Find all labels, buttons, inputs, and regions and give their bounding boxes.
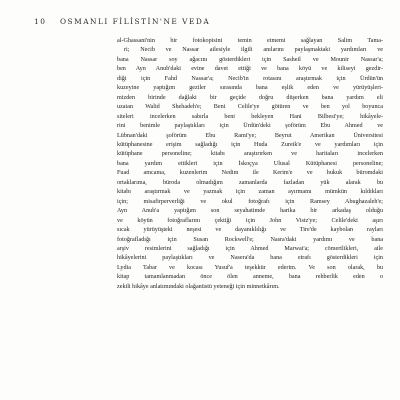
text-line: bana Nassar soy ağacını gösterdikleri için Sasheil ve Mounir Nassar'a;: [117, 56, 383, 63]
text-line: kütüphanesine erişim sağladığı için Huda Zureik'e ve yardımları için: [117, 141, 383, 148]
text-line: diği için Fahd Nassar'a; Necib'in rotasını araştırmak için Ürdün'ün: [117, 75, 383, 82]
text-line: fotoğrafladığı için Susan Rockwell'e; Nasra'daki yardımı ve bana: [117, 236, 383, 243]
text-line: rini benimle paylaştıkları için Ürdün'deki şoförüm Ebu Ahmed ve: [117, 123, 383, 130]
text-line: al-Ghassani'nin bir fotokopisini temin etmemi sağlayan Salim Tama-: [117, 38, 383, 44]
text-line: için; misafirperverliği ve okul fotoğrafı için Ramsey Abughazaleh'e;: [117, 198, 383, 205]
text-line: kuzeyine yaptığım geziler sırasında bana eşlik eden ve yürüyüşleri-: [117, 85, 383, 92]
text-line: kitap tamamlanmadan önce ölen anneme, bana rehberlik eden o: [117, 274, 383, 281]
text-line: bana yardım ettikleri için İskoçya Ulusal Kütüphanesi personeline;: [117, 160, 383, 167]
body-text: [117, 37, 383, 292]
running-head: [34, 17, 210, 26]
text-line: Lübnan'daki şoförüm Ebu Rami'ye; Beyrut Amerikan Üniversitesi: [117, 132, 383, 139]
text-line: siteleri incelerken sabırla beni bekleyen Hani Bilbesi'ye; hikâyele-: [117, 113, 383, 120]
text-line: Lydia Tabar ve kocası Yusuf'a teşekkür ederim. Ve son olarak, bu: [117, 264, 383, 271]
book-title: OSMANLI FİLİSTİN'NE VEDA: [60, 17, 211, 26]
text-line: Fuad amcama, kuzenlerim Nedim ile Kerim'e ve hukuk büromdaki: [117, 170, 383, 177]
text-line: mizden birinde dağlaki bir geçide doğru düşerken bana yardım eli: [117, 94, 383, 101]
text-line: ortaklarıma, büroda olmadığım zamanlarda fazladan yük alarak bu: [117, 179, 383, 186]
text-line: kitabı araştırmak ve yazmak için zaman ayırmamı mümkün kıldıkları: [117, 189, 383, 196]
text-line: ri; Necib ve Nassar ailesiyle ilgili anılarını paylaşmaktaki yardımları ve: [124, 47, 383, 54]
text-line: uzatan Walid Shehadeh'e; Beni Celile'ye götüren ve ben yol boyunca: [117, 104, 383, 111]
text-line: hikâyelerini paylaştıkları ve Nasera'da bana etrafı gösterdikleri için: [117, 255, 383, 262]
text-line: zekili hikâye anlatımındaki olağanüstü yeteneği için minnetkârım.: [117, 283, 280, 290]
page-number: 10: [34, 17, 47, 26]
text-line: arşiv resimlerini sağladığı için Ahmed Marwat'a; cömertlikleri, aile: [117, 245, 383, 252]
text-line: Ayn Anub'a yaptığım son seyahatimde harika bir arkadaş olduğu: [117, 208, 383, 215]
text-line: ben Ayn Anub'daki evine davet ettiği ve bana köyü ve kiliseyi gezdir-: [117, 66, 383, 73]
text-line: ve köyün fotoğraflarını çektiği için John Vistz'ye; Celile'deki aşırı: [117, 217, 383, 224]
text-line: kütüphane personeline; kitabı araştırırken ve haritaları incelerken: [117, 151, 383, 158]
text-line: sıcak yürüyüşteki neşesi ve dayanıklılığı ve Tire'de kaybolan rayları: [117, 227, 383, 234]
